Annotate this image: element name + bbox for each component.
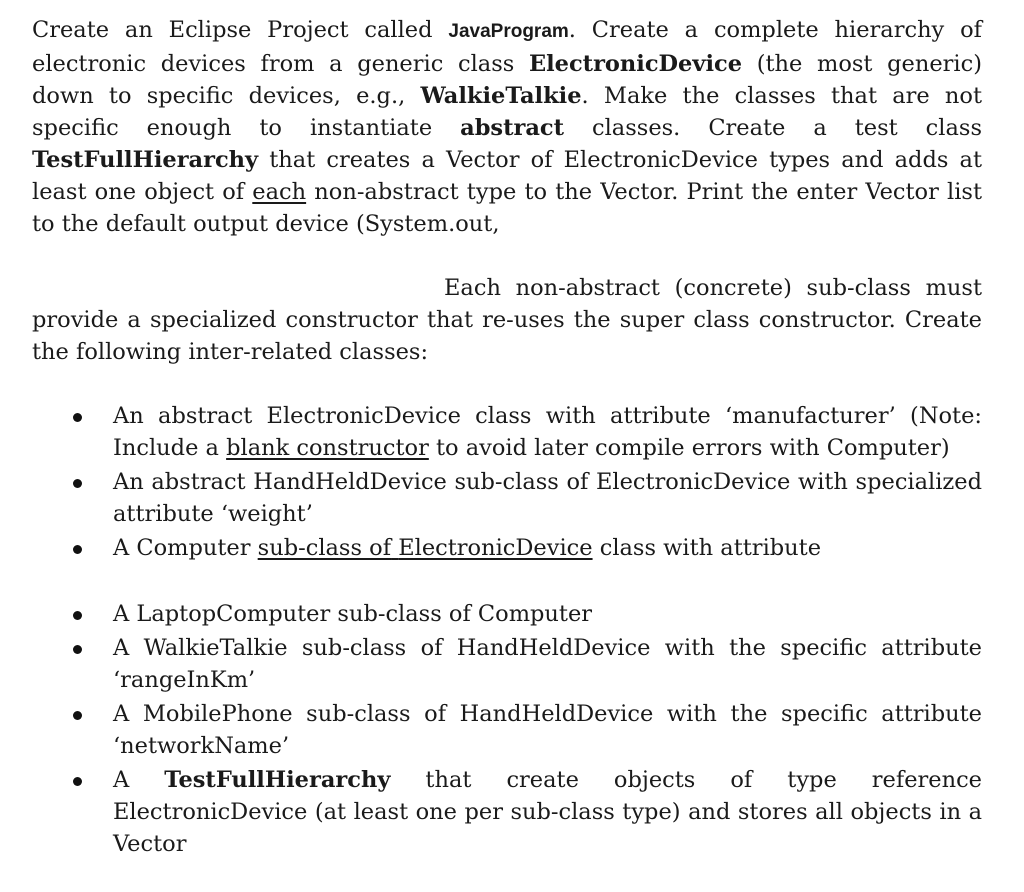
item-text: that create objects of type reference ElectronicDevice (at least one per sub-class type) and stores all objects in a Vector bbox=[113, 767, 982, 857]
item-text: An abstract ElectronicDevice class with attribute ‘manufacturer’ (Note: Include a bbox=[113, 403, 982, 461]
class-requirements-list bbox=[32, 400, 982, 860]
list-item bbox=[32, 532, 982, 564]
intro-text-7: non-abstract type to the Vector. Print the enter Vector list to the default output device (System.out, bbox=[32, 179, 982, 237]
each-word: each bbox=[252, 179, 307, 205]
intro-text-1: Create an Eclipse Project called bbox=[32, 17, 449, 43]
list-item bbox=[32, 598, 982, 630]
underlined-class-name: ElectronicDevice bbox=[398, 535, 593, 561]
test-class-name: TestFullHierarchy bbox=[32, 147, 259, 173]
abstract-keyword: abstract bbox=[460, 115, 565, 141]
item-text: A LaptopComputer sub-class of Computer bbox=[113, 601, 593, 627]
intro-text-6: that creates a Vector of ElectronicDevice types and adds at least one object of bbox=[32, 147, 982, 205]
blank-constructor-text: blank constructor bbox=[226, 435, 429, 461]
constructor-paragraph: Each non-abstract (concrete) sub-class must provide a specialized constructor that re-uses the super class constructor. Create the following inter-related classes: bbox=[32, 275, 982, 365]
example-class-name: WalkieTalkie bbox=[420, 83, 582, 109]
underlined-text: sub-class of bbox=[257, 535, 392, 561]
bullet-icon bbox=[73, 545, 82, 554]
bullet-icon bbox=[73, 777, 82, 786]
base-class-name: ElectronicDevice bbox=[528, 51, 743, 77]
intro-paragraph bbox=[32, 14, 982, 240]
intro-text-5: classes. Create a test class bbox=[564, 115, 982, 141]
item-text: A WalkieTalkie sub-class of HandHeldDevice with the specific attribute ‘rangeInKm’ bbox=[113, 635, 982, 693]
project-name: JavaProgram bbox=[448, 21, 569, 42]
list-item bbox=[32, 632, 982, 696]
item-text: to avoid later compile errors with Computer) bbox=[428, 435, 950, 461]
bullet-icon bbox=[73, 645, 82, 654]
list-item bbox=[32, 698, 982, 762]
bullet-icon bbox=[73, 479, 82, 488]
intro-text-3: (the most generic) down to specific devices, e.g., bbox=[32, 51, 982, 109]
list-item bbox=[32, 400, 982, 464]
item-text: A bbox=[113, 767, 165, 793]
test-class-name: TestFullHierarchy bbox=[164, 767, 391, 793]
intro-text-2: . Create a complete hierarchy of electronic devices from a generic class bbox=[32, 17, 982, 77]
bullet-icon bbox=[73, 611, 82, 620]
list-item bbox=[32, 764, 982, 860]
bullet-icon bbox=[73, 413, 82, 422]
list-item bbox=[32, 466, 982, 530]
item-text: class with attribute bbox=[592, 535, 822, 561]
intro-text-4: . Make the classes that are not specific enough to instantiate bbox=[32, 83, 982, 141]
item-text: A Computer bbox=[113, 535, 258, 561]
item-text: An abstract HandHeldDevice sub-class of ElectronicDevice with specialized attribute ‘weight’ bbox=[113, 469, 982, 527]
item-text: A MobilePhone sub-class of HandHeldDevice with the specific attribute ‘networkName’ bbox=[113, 701, 982, 759]
bullet-icon bbox=[73, 711, 82, 720]
document-page bbox=[32, 14, 982, 862]
